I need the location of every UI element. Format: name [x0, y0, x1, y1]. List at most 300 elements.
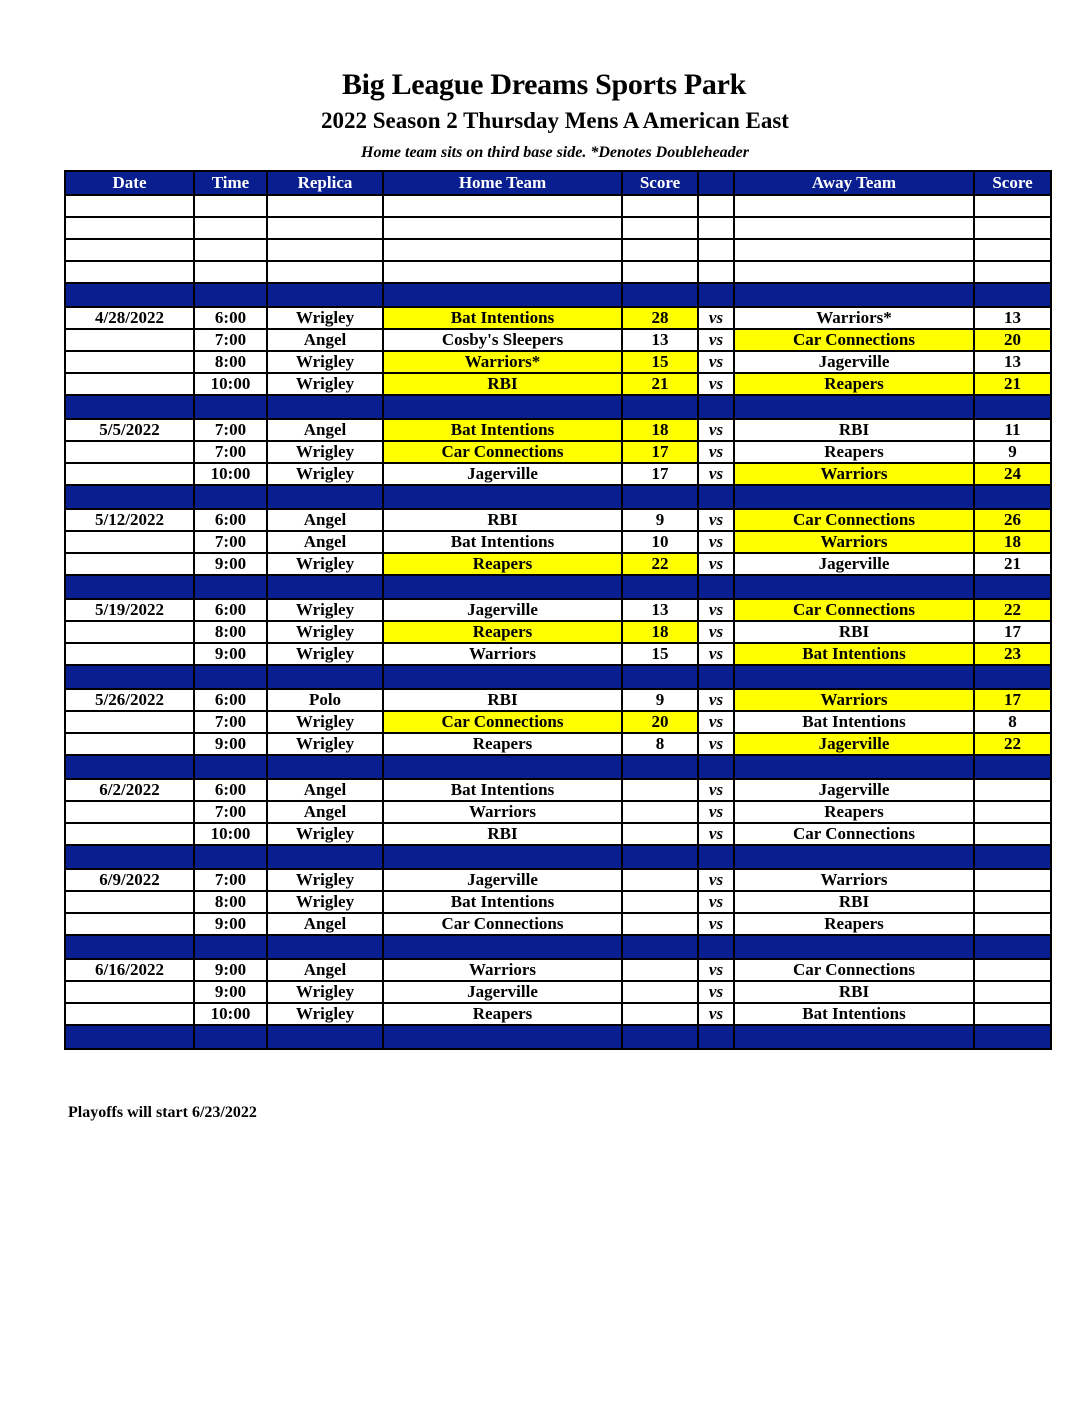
empty-row — [65, 195, 1051, 217]
week-separator-cell — [194, 935, 267, 959]
empty-row-cell — [734, 261, 974, 283]
week-separator-cell — [65, 665, 194, 689]
time-cell: 6:00 — [194, 599, 267, 621]
date-cell: 5/12/2022 — [65, 509, 194, 531]
vs-cell: vs — [698, 913, 734, 935]
table-row — [65, 599, 1051, 621]
home-score-cell: 15 — [622, 643, 698, 665]
table-row — [65, 621, 1051, 643]
week-separator-cell — [65, 283, 194, 307]
time-cell: 10:00 — [194, 373, 267, 395]
week-separator-cell — [698, 485, 734, 509]
empty-row-cell — [622, 195, 698, 217]
away-score-cell: 11 — [974, 419, 1051, 441]
away-team-cell: Warriors — [734, 689, 974, 711]
time-cell: 8:00 — [194, 621, 267, 643]
time-cell: 10:00 — [194, 823, 267, 845]
empty-row-cell — [383, 261, 622, 283]
week-separator-cell — [734, 665, 974, 689]
empty-row-cell — [734, 195, 974, 217]
date-cell — [65, 351, 194, 373]
week-separator-cell — [383, 665, 622, 689]
time-cell: 9:00 — [194, 959, 267, 981]
vs-cell: vs — [698, 869, 734, 891]
time-cell: 9:00 — [194, 643, 267, 665]
time-cell: 9:00 — [194, 733, 267, 755]
home-score-cell: 10 — [622, 531, 698, 553]
vs-cell: vs — [698, 801, 734, 823]
empty-row — [65, 239, 1051, 261]
home-team-cell: RBI — [383, 823, 622, 845]
away-team-cell: Bat Intentions — [734, 1003, 974, 1025]
away-score-cell — [974, 913, 1051, 935]
week-separator-cell — [383, 485, 622, 509]
replica-cell: Wrigley — [267, 307, 383, 329]
week-separator-cell — [974, 1025, 1051, 1049]
table-row — [65, 801, 1051, 823]
date-cell: 5/19/2022 — [65, 599, 194, 621]
week-separator-cell — [974, 395, 1051, 419]
vs-cell: vs — [698, 351, 734, 373]
table-row — [65, 373, 1051, 395]
time-cell: 9:00 — [194, 553, 267, 575]
week-separator — [65, 845, 1051, 869]
empty-row-cell — [622, 217, 698, 239]
column-header-replica: Replica — [267, 171, 383, 195]
table-row — [65, 531, 1051, 553]
table-row — [65, 1003, 1051, 1025]
time-cell: 7:00 — [194, 329, 267, 351]
week-separator-cell — [622, 845, 698, 869]
time-cell: 9:00 — [194, 913, 267, 935]
home-team-cell: Warriors* — [383, 351, 622, 373]
empty-row-cell — [698, 261, 734, 283]
empty-row-cell — [383, 239, 622, 261]
week-separator — [65, 575, 1051, 599]
date-cell: 6/2/2022 — [65, 779, 194, 801]
home-team-cell: Reapers — [383, 733, 622, 755]
empty-row-cell — [267, 261, 383, 283]
away-score-cell: 17 — [974, 689, 1051, 711]
empty-row-cell — [194, 261, 267, 283]
week-separator-cell — [734, 485, 974, 509]
week-separator-cell — [622, 935, 698, 959]
week-separator-cell — [194, 1025, 267, 1049]
home-score-cell: 9 — [622, 509, 698, 531]
home-team-cell: RBI — [383, 509, 622, 531]
replica-cell: Wrigley — [267, 869, 383, 891]
table-row — [65, 711, 1051, 733]
week-separator-cell — [974, 935, 1051, 959]
table-row — [65, 351, 1051, 373]
vs-cell: vs — [698, 779, 734, 801]
page-subtitle: 2022 Season 2 Thursday Mens A American East — [321, 108, 789, 133]
away-score-cell: 23 — [974, 643, 1051, 665]
week-separator-cell — [698, 755, 734, 779]
vs-cell: vs — [698, 599, 734, 621]
home-score-cell — [622, 913, 698, 935]
away-team-cell: Car Connections — [734, 329, 974, 351]
time-cell: 7:00 — [194, 441, 267, 463]
week-separator-cell — [65, 755, 194, 779]
empty-row-cell — [65, 217, 194, 239]
away-team-cell: Reapers — [734, 373, 974, 395]
table-row — [65, 689, 1051, 711]
date-cell: 5/5/2022 — [65, 419, 194, 441]
empty-row-cell — [65, 195, 194, 217]
home-team-cell: Bat Intentions — [383, 307, 622, 329]
home-team-cell: Reapers — [383, 553, 622, 575]
week-separator-cell — [974, 665, 1051, 689]
date-cell — [65, 823, 194, 845]
home-score-cell — [622, 779, 698, 801]
home-team-cell: Cosby's Sleepers — [383, 329, 622, 351]
vs-cell: vs — [698, 373, 734, 395]
week-separator-cell — [65, 485, 194, 509]
week-separator-cell — [267, 665, 383, 689]
home-team-cell: Warriors — [383, 959, 622, 981]
week-separator — [65, 1025, 1051, 1049]
table-row — [65, 959, 1051, 981]
column-header-home-score: Score — [622, 171, 698, 195]
week-separator-cell — [734, 845, 974, 869]
week-separator-cell — [698, 395, 734, 419]
week-separator-cell — [65, 575, 194, 599]
replica-cell: Angel — [267, 329, 383, 351]
home-team-cell: Bat Intentions — [383, 891, 622, 913]
week-separator-cell — [267, 1025, 383, 1049]
table-row — [65, 869, 1051, 891]
away-score-cell — [974, 801, 1051, 823]
home-team-cell: Bat Intentions — [383, 419, 622, 441]
column-header-home-team: Home Team — [383, 171, 622, 195]
home-score-cell: 17 — [622, 441, 698, 463]
away-team-cell: Warriors — [734, 463, 974, 485]
away-score-cell — [974, 1003, 1051, 1025]
week-separator — [65, 755, 1051, 779]
week-separator-cell — [267, 935, 383, 959]
vs-cell: vs — [698, 329, 734, 351]
home-score-cell — [622, 869, 698, 891]
home-score-cell: 20 — [622, 711, 698, 733]
away-score-cell — [974, 823, 1051, 845]
date-cell — [65, 981, 194, 1003]
week-separator-cell — [194, 575, 267, 599]
away-team-cell: Warriors — [734, 869, 974, 891]
home-score-cell — [622, 1003, 698, 1025]
week-separator-cell — [383, 395, 622, 419]
time-cell: 6:00 — [194, 779, 267, 801]
time-cell: 10:00 — [194, 463, 267, 485]
date-cell — [65, 373, 194, 395]
replica-cell: Polo — [267, 689, 383, 711]
replica-cell: Wrigley — [267, 643, 383, 665]
vs-cell: vs — [698, 823, 734, 845]
date-cell — [65, 801, 194, 823]
time-cell: 8:00 — [194, 891, 267, 913]
week-separator-cell — [698, 1025, 734, 1049]
empty-row-cell — [734, 239, 974, 261]
away-team-cell: Car Connections — [734, 959, 974, 981]
away-score-cell — [974, 959, 1051, 981]
empty-row — [65, 261, 1051, 283]
date-cell: 5/26/2022 — [65, 689, 194, 711]
replica-cell: Wrigley — [267, 981, 383, 1003]
week-separator-cell — [383, 1025, 622, 1049]
time-cell: 7:00 — [194, 531, 267, 553]
empty-row-cell — [974, 239, 1051, 261]
home-team-cell: Bat Intentions — [383, 531, 622, 553]
replica-cell: Angel — [267, 801, 383, 823]
vs-cell: vs — [698, 959, 734, 981]
time-cell: 7:00 — [194, 869, 267, 891]
week-separator-cell — [698, 845, 734, 869]
week-separator-cell — [698, 283, 734, 307]
replica-cell: Wrigley — [267, 823, 383, 845]
empty-row-cell — [622, 261, 698, 283]
away-score-cell: 26 — [974, 509, 1051, 531]
home-team-cell: RBI — [383, 689, 622, 711]
home-score-cell: 15 — [622, 351, 698, 373]
empty-row-cell — [383, 195, 622, 217]
week-separator-cell — [734, 575, 974, 599]
table-row — [65, 553, 1051, 575]
vs-cell: vs — [698, 733, 734, 755]
away-score-cell: 18 — [974, 531, 1051, 553]
week-separator-cell — [734, 755, 974, 779]
away-score-cell: 8 — [974, 711, 1051, 733]
week-separator-cell — [194, 283, 267, 307]
home-score-cell — [622, 823, 698, 845]
home-score-cell: 8 — [622, 733, 698, 755]
away-score-cell: 21 — [974, 373, 1051, 395]
week-separator — [65, 935, 1051, 959]
away-score-cell — [974, 981, 1051, 1003]
replica-cell: Wrigley — [267, 1003, 383, 1025]
table-row — [65, 891, 1051, 913]
replica-cell: Wrigley — [267, 711, 383, 733]
column-header-away-score: Score — [974, 171, 1051, 195]
date-cell — [65, 1003, 194, 1025]
week-separator-cell — [734, 395, 974, 419]
week-separator-cell — [383, 935, 622, 959]
week-separator-cell — [734, 935, 974, 959]
away-team-cell: Reapers — [734, 913, 974, 935]
date-cell — [65, 441, 194, 463]
time-cell: 6:00 — [194, 307, 267, 329]
home-score-cell: 18 — [622, 621, 698, 643]
table-row — [65, 643, 1051, 665]
week-separator-cell — [383, 575, 622, 599]
empty-row-cell — [698, 217, 734, 239]
empty-row-cell — [974, 261, 1051, 283]
date-cell — [65, 913, 194, 935]
home-score-cell: 13 — [622, 599, 698, 621]
away-score-cell: 24 — [974, 463, 1051, 485]
away-team-cell: Jagerville — [734, 351, 974, 373]
empty-row — [65, 217, 1051, 239]
week-separator-cell — [622, 665, 698, 689]
week-separator-cell — [65, 395, 194, 419]
time-cell: 7:00 — [194, 801, 267, 823]
date-cell — [65, 463, 194, 485]
away-team-cell: Jagerville — [734, 779, 974, 801]
week-separator-cell — [267, 395, 383, 419]
week-separator-cell — [267, 845, 383, 869]
schedule-note: Home team sits on third base side. *Denotes Doubleheader — [361, 144, 749, 161]
away-team-cell: RBI — [734, 891, 974, 913]
replica-cell: Angel — [267, 509, 383, 531]
empty-row-cell — [65, 239, 194, 261]
away-team-cell: Bat Intentions — [734, 711, 974, 733]
home-team-cell: Reapers — [383, 621, 622, 643]
week-separator-cell — [734, 1025, 974, 1049]
date-cell — [65, 553, 194, 575]
table-row — [65, 981, 1051, 1003]
date-cell — [65, 643, 194, 665]
home-score-cell: 22 — [622, 553, 698, 575]
date-cell — [65, 733, 194, 755]
week-separator-cell — [622, 395, 698, 419]
time-cell: 7:00 — [194, 711, 267, 733]
week-separator-cell — [698, 935, 734, 959]
week-separator-cell — [267, 575, 383, 599]
home-team-cell: Jagerville — [383, 869, 622, 891]
empty-row-cell — [267, 217, 383, 239]
away-team-cell: Car Connections — [734, 599, 974, 621]
time-cell: 9:00 — [194, 981, 267, 1003]
week-separator-cell — [974, 845, 1051, 869]
table-row — [65, 329, 1051, 351]
replica-cell: Angel — [267, 419, 383, 441]
home-score-cell: 18 — [622, 419, 698, 441]
week-separator-cell — [974, 575, 1051, 599]
home-score-cell: 28 — [622, 307, 698, 329]
date-cell — [65, 711, 194, 733]
replica-cell: Wrigley — [267, 733, 383, 755]
home-team-cell: Car Connections — [383, 441, 622, 463]
week-separator-cell — [194, 665, 267, 689]
table-row — [65, 779, 1051, 801]
vs-cell: vs — [698, 307, 734, 329]
week-separator-cell — [698, 575, 734, 599]
vs-cell: vs — [698, 1003, 734, 1025]
home-score-cell: 9 — [622, 689, 698, 711]
empty-row-cell — [698, 195, 734, 217]
week-separator — [65, 665, 1051, 689]
week-separator-cell — [267, 485, 383, 509]
away-score-cell — [974, 891, 1051, 913]
home-team-cell: Warriors — [383, 801, 622, 823]
table-row — [65, 419, 1051, 441]
time-cell: 7:00 — [194, 419, 267, 441]
empty-row-cell — [734, 217, 974, 239]
table-row — [65, 307, 1051, 329]
week-separator-cell — [622, 575, 698, 599]
away-score-cell: 21 — [974, 553, 1051, 575]
home-team-cell: Warriors — [383, 643, 622, 665]
column-header-date: Date — [65, 171, 194, 195]
date-cell: 6/16/2022 — [65, 959, 194, 981]
empty-row-cell — [383, 217, 622, 239]
away-team-cell: Reapers — [734, 441, 974, 463]
column-header-away-team: Away Team — [734, 171, 974, 195]
week-separator-cell — [65, 1025, 194, 1049]
replica-cell: Wrigley — [267, 553, 383, 575]
away-score-cell: 20 — [974, 329, 1051, 351]
replica-cell: Wrigley — [267, 351, 383, 373]
week-separator-cell — [383, 845, 622, 869]
away-team-cell: RBI — [734, 621, 974, 643]
replica-cell: Wrigley — [267, 621, 383, 643]
schedule-body — [65, 195, 1051, 1049]
home-team-cell: Reapers — [383, 1003, 622, 1025]
week-separator-cell — [974, 283, 1051, 307]
replica-cell: Wrigley — [267, 463, 383, 485]
week-separator-cell — [622, 755, 698, 779]
home-score-cell: 17 — [622, 463, 698, 485]
away-score-cell — [974, 869, 1051, 891]
vs-cell: vs — [698, 689, 734, 711]
vs-cell: vs — [698, 463, 734, 485]
time-cell: 6:00 — [194, 689, 267, 711]
home-team-cell: Jagerville — [383, 981, 622, 1003]
date-cell — [65, 329, 194, 351]
vs-cell: vs — [698, 553, 734, 575]
empty-row-cell — [622, 239, 698, 261]
column-header-time: Time — [194, 171, 267, 195]
home-score-cell: 21 — [622, 373, 698, 395]
week-separator-cell — [698, 665, 734, 689]
vs-cell: vs — [698, 711, 734, 733]
replica-cell: Angel — [267, 779, 383, 801]
date-cell — [65, 621, 194, 643]
empty-row-cell — [194, 239, 267, 261]
home-team-cell: RBI — [383, 373, 622, 395]
away-team-cell: RBI — [734, 981, 974, 1003]
vs-cell: vs — [698, 621, 734, 643]
week-separator — [65, 485, 1051, 509]
table-row — [65, 509, 1051, 531]
home-team-cell: Bat Intentions — [383, 779, 622, 801]
empty-row-cell — [194, 195, 267, 217]
vs-cell: vs — [698, 509, 734, 531]
table-row — [65, 733, 1051, 755]
away-team-cell: Bat Intentions — [734, 643, 974, 665]
home-score-cell — [622, 981, 698, 1003]
vs-cell: vs — [698, 891, 734, 913]
week-separator-cell — [974, 485, 1051, 509]
date-cell: 4/28/2022 — [65, 307, 194, 329]
date-cell: 6/9/2022 — [65, 869, 194, 891]
empty-row-cell — [194, 217, 267, 239]
home-team-cell: Jagerville — [383, 463, 622, 485]
empty-row-cell — [65, 261, 194, 283]
week-separator — [65, 395, 1051, 419]
empty-row-cell — [974, 217, 1051, 239]
away-score-cell — [974, 779, 1051, 801]
away-score-cell: 13 — [974, 307, 1051, 329]
week-separator-cell — [734, 283, 974, 307]
vs-cell: vs — [698, 419, 734, 441]
replica-cell: Wrigley — [267, 891, 383, 913]
week-separator-cell — [65, 845, 194, 869]
replica-cell: Wrigley — [267, 373, 383, 395]
week-separator-cell — [383, 283, 622, 307]
away-score-cell: 22 — [974, 599, 1051, 621]
vs-cell: vs — [698, 531, 734, 553]
away-score-cell: 9 — [974, 441, 1051, 463]
